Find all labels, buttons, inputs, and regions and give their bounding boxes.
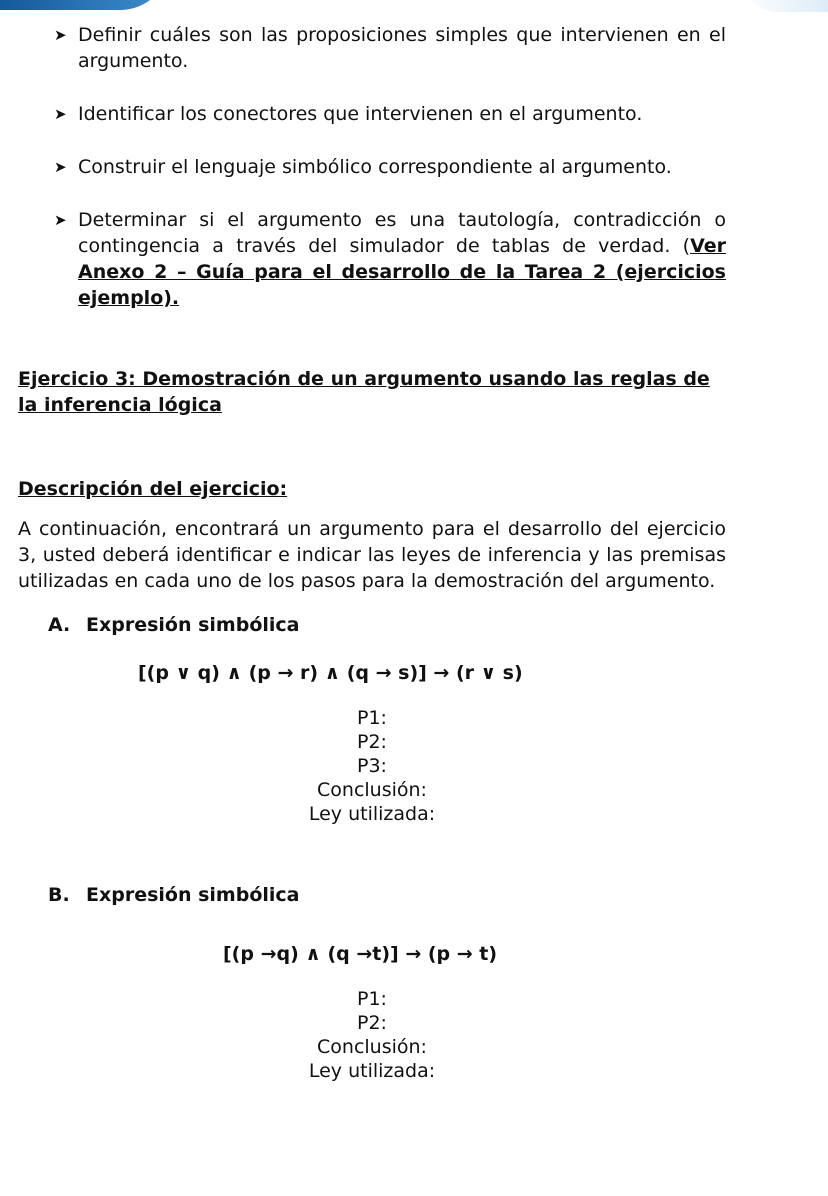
- exercise-title: Ejercicio 3: Demostración de un argumento usando las reglas de la inferencia lógica: [18, 368, 710, 416]
- instruction-list: [18, 22, 726, 311]
- instruction-text: Identificar los conectores que intervienen en el argumento.: [78, 103, 643, 125]
- header-decoration-right: [738, 0, 828, 12]
- field-p3: P3:: [357, 755, 387, 777]
- field-p1: P1:: [357, 707, 387, 729]
- part-a-fields: [18, 706, 726, 826]
- instruction-text: Definir cuáles son las proposiciones simples que intervienen en el argumento.: [78, 24, 726, 72]
- part-b-fields: [18, 987, 726, 1083]
- arrow-bullet-icon: ➤: [54, 105, 67, 123]
- instruction-text: Determinar si el argumento es una tautología, contradicción o contingencia a través del simulador de tablas de verdad. (: [78, 209, 726, 257]
- description-heading: Descripción del ejercicio:: [18, 478, 288, 500]
- arrow-bullet-icon: ➤: [54, 158, 67, 176]
- part-a-title-text: Expresión simbólica: [86, 614, 300, 636]
- field-p1: P1:: [357, 988, 387, 1010]
- description-text: A continuación, encontrará un argumento para el desarrollo del ejercicio 3, usted deberá identificar e indicar las leyes de inferencia y las premisas utilizadas en cada uno de los pasos para la demostración del argumento.: [18, 518, 726, 592]
- part-a-title: [18, 612, 726, 638]
- instruction-item: [18, 101, 726, 127]
- arrow-bullet-icon: ➤: [54, 26, 67, 44]
- field-conclusion: Conclusión:: [317, 779, 427, 801]
- arrow-bullet-icon: ➤: [54, 211, 67, 229]
- instruction-item: [18, 22, 726, 74]
- annex-link[interactable]: Ver Anexo 2 – Guía para el desarrollo de la Tarea 2 (ejercicios ejemplo).: [78, 235, 726, 309]
- part-b-title-text: Expresión simbólica: [86, 884, 300, 906]
- field-law: Ley utilizada:: [308, 803, 436, 825]
- part-b-expression: [(p →q) ∧ (q →t)] → (p → t): [223, 943, 498, 965]
- instruction-item: [18, 154, 726, 180]
- instruction-item: [18, 207, 726, 311]
- part-b-letter: B.: [48, 884, 70, 906]
- instruction-text: Construir el lenguaje simbólico correspondiente al argumento.: [78, 156, 672, 178]
- part-a-expression: [(p ∨ q) ∧ (p → r) ∧ (q → s)] → (r ∨ s): [138, 662, 523, 684]
- field-conclusion: Conclusión:: [317, 1036, 427, 1058]
- header-decoration-left: [0, 0, 170, 10]
- part-a-letter: A.: [48, 614, 71, 636]
- field-p2: P2:: [357, 1012, 387, 1034]
- field-p2: P2:: [357, 731, 387, 753]
- document-page: [18, 22, 726, 1083]
- field-law: Ley utilizada:: [308, 1060, 436, 1082]
- part-b-title: [18, 882, 726, 908]
